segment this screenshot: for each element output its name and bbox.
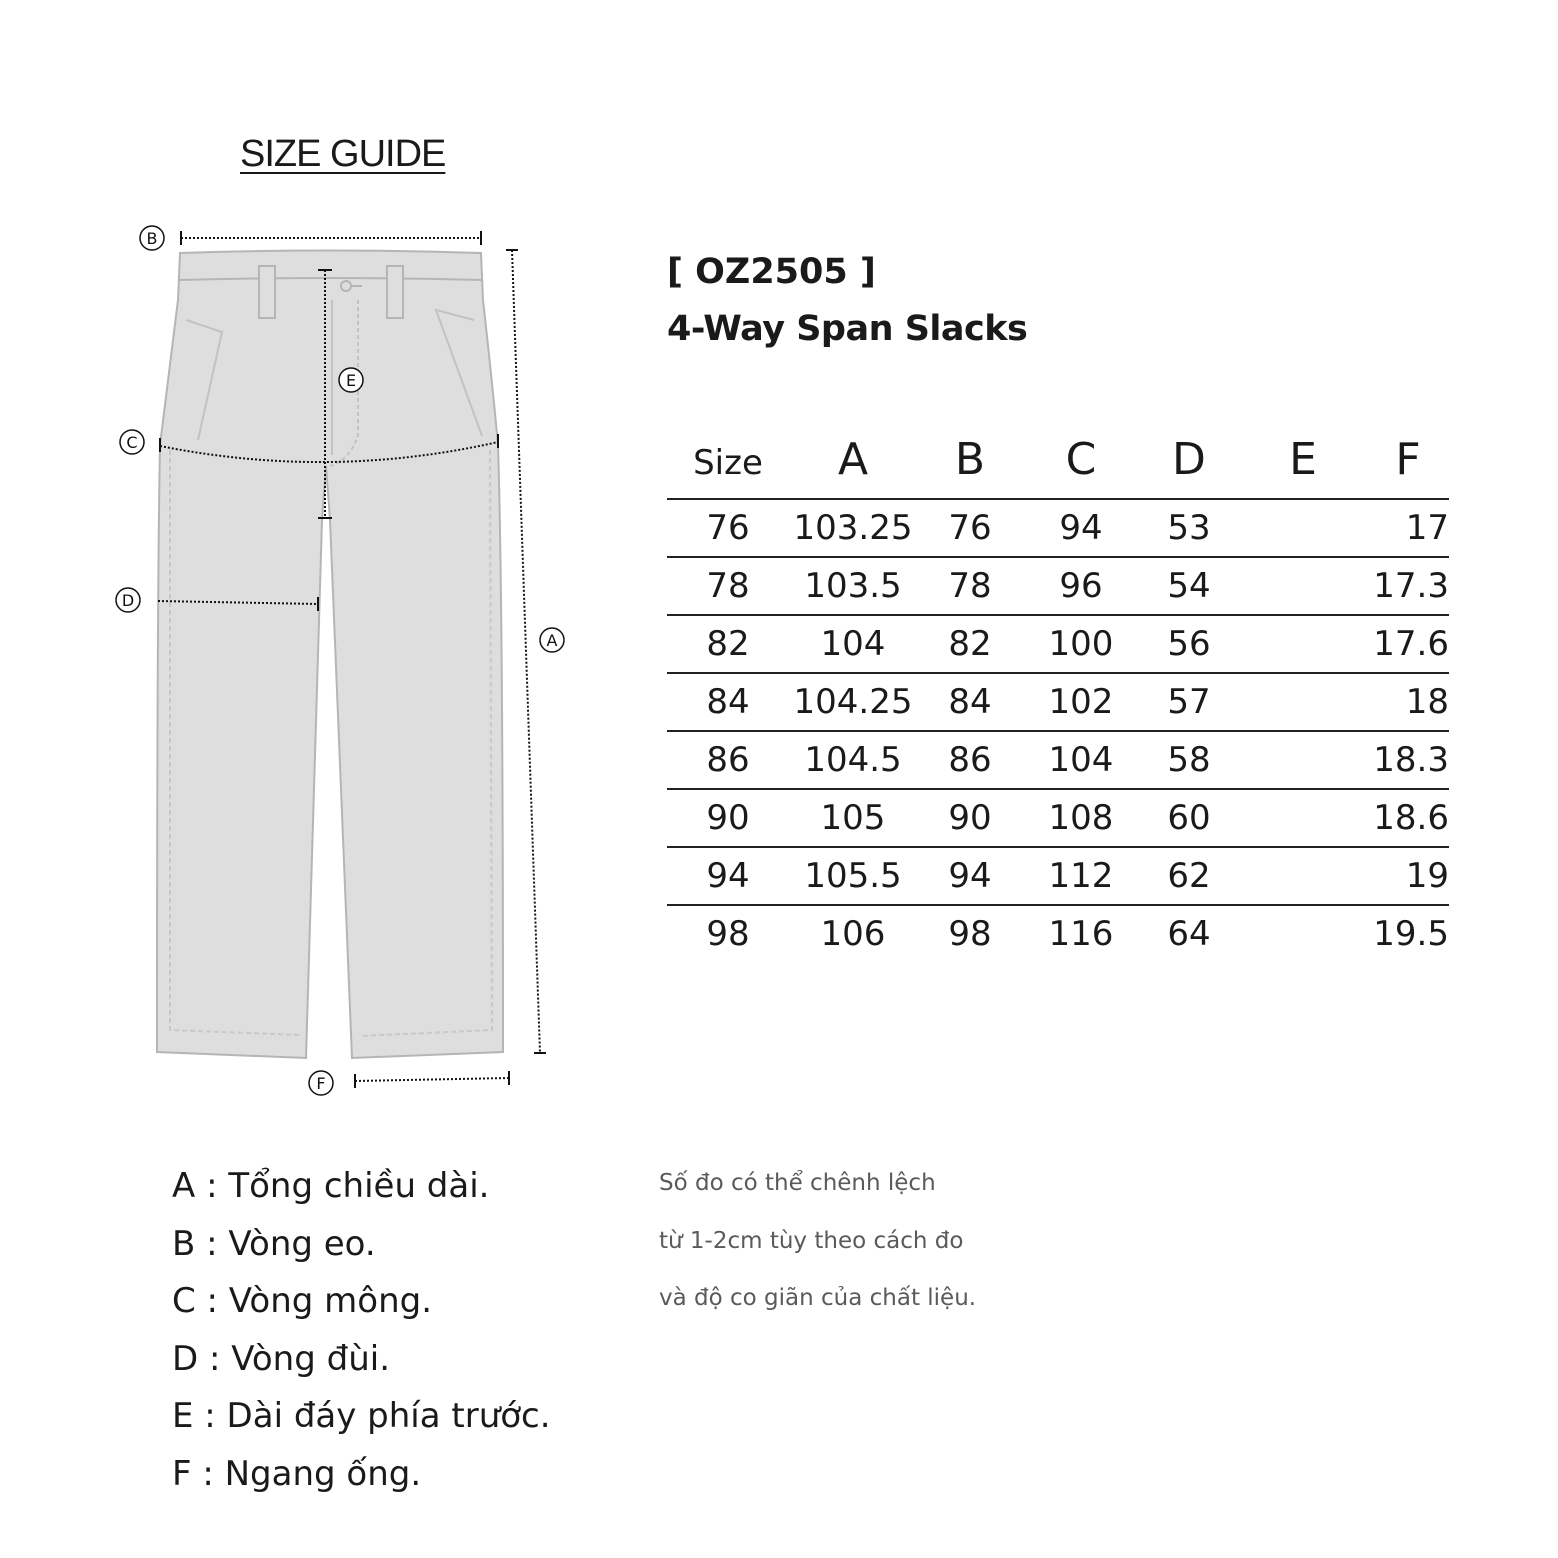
cell: 94 [1023, 499, 1139, 557]
measurement-legend [172, 1158, 551, 1503]
legend-item-c: C : Vòng mông. [172, 1281, 433, 1321]
measurement-note [659, 1165, 976, 1338]
legend-item-a: A : Tổng chiều dài. [172, 1166, 490, 1206]
product-name: 4-Way Span Slacks [667, 309, 1028, 349]
cell: 98 [706, 914, 750, 954]
header-size: Size [667, 420, 789, 499]
cell: 58 [1139, 731, 1239, 789]
cell: 64 [1167, 914, 1211, 954]
cell: 53 [1139, 499, 1239, 557]
page-title: SIZE GUIDE [240, 133, 446, 175]
cell: 90 [667, 789, 789, 847]
cell: 94 [667, 847, 789, 905]
cell: 18 [1367, 673, 1449, 731]
cell [1239, 615, 1367, 673]
pants-sketch [157, 251, 503, 1059]
cell: 18.3 [1367, 731, 1449, 789]
cell [1239, 731, 1367, 789]
cell: 86 [667, 731, 789, 789]
product-code: [ OZ2505 ] [667, 252, 876, 292]
header-d: D [1139, 420, 1239, 499]
table-row [667, 905, 1449, 962]
svg-text:E: E [345, 371, 357, 390]
header-c: C [1023, 420, 1139, 499]
cell: 106 [820, 914, 886, 954]
cell: 19.5 [1373, 914, 1449, 954]
cell: 84 [667, 673, 789, 731]
cell: 104 [1023, 731, 1139, 789]
svg-text:A: A [546, 631, 558, 650]
cell [1239, 847, 1367, 905]
cell [1239, 673, 1367, 731]
cell: 78 [667, 557, 789, 615]
note-line: Số đo có thể chênh lệch [659, 1170, 936, 1196]
cell: 19 [1367, 847, 1449, 905]
legend-item-e: E : Dài đáy phía trước. [172, 1396, 551, 1436]
cell: 96 [1023, 557, 1139, 615]
cell: 112 [1023, 847, 1139, 905]
table-header-row [667, 420, 1449, 499]
cell: 103.5 [789, 557, 917, 615]
legend-item-d: D : Vòng đùi. [172, 1338, 390, 1379]
cell: 94 [917, 847, 1023, 905]
cell: 60 [1139, 789, 1239, 847]
svg-text:F: F [316, 1074, 326, 1093]
table-row [667, 557, 1449, 615]
cell: 100 [1023, 615, 1139, 673]
cell: 86 [917, 731, 1023, 789]
svg-text:B: B [146, 229, 158, 248]
header-a: A [789, 420, 917, 499]
cell [1239, 789, 1367, 847]
svg-text:C: C [126, 433, 138, 452]
table-row [667, 499, 1449, 557]
cell: 108 [1023, 789, 1139, 847]
cell: 104.25 [789, 673, 917, 731]
cell: 105 [789, 789, 917, 847]
cell: 103.25 [789, 499, 917, 557]
cell: 62 [1139, 847, 1239, 905]
legend-item-b: B : Vòng eo. [172, 1223, 376, 1264]
cell: 104.5 [789, 731, 917, 789]
table-row [667, 847, 1449, 905]
cell: 57 [1139, 673, 1239, 731]
cell [1239, 499, 1367, 557]
marker-d [116, 588, 140, 612]
measure-line-f [355, 1078, 509, 1081]
table-row [667, 789, 1449, 847]
marker-a [540, 628, 564, 652]
cell: 82 [917, 615, 1023, 673]
cell: 76 [667, 499, 789, 557]
cell: 105.5 [789, 847, 917, 905]
marker-e [339, 368, 363, 392]
cell: 82 [667, 615, 789, 673]
size-table [667, 420, 1449, 962]
cell: 56 [1139, 615, 1239, 673]
cell: 102 [1023, 673, 1139, 731]
cell: 98 [948, 914, 992, 954]
cell: 104 [789, 615, 917, 673]
note-line: và độ co giãn của chất liệu. [659, 1285, 977, 1311]
cell [1239, 557, 1367, 615]
cell [1239, 905, 1367, 962]
cell: 54 [1139, 557, 1239, 615]
marker-c [120, 430, 144, 454]
header-b: B [917, 420, 1023, 499]
cell: 78 [917, 557, 1023, 615]
cell: 18.6 [1367, 789, 1449, 847]
cell: 17.3 [1367, 557, 1449, 615]
table-row [667, 615, 1449, 673]
cell: 76 [917, 499, 1023, 557]
pants-diagram [100, 220, 580, 1100]
header-f: F [1367, 420, 1449, 499]
table-row [667, 673, 1449, 731]
cell: 116 [1048, 914, 1114, 954]
cell: 84 [917, 673, 1023, 731]
cell: 17.6 [1367, 615, 1449, 673]
svg-text:D: D [121, 591, 135, 610]
header-e: E [1239, 420, 1367, 499]
marker-b [140, 226, 164, 250]
cell: 17 [1367, 499, 1449, 557]
table-row [667, 731, 1449, 789]
note-line: từ 1-2cm tùy theo cách đo [659, 1227, 964, 1254]
legend-item-f: F : Ngang ống. [172, 1453, 422, 1494]
measure-line-a [512, 250, 540, 1053]
marker-f [309, 1071, 333, 1095]
cell: 90 [917, 789, 1023, 847]
